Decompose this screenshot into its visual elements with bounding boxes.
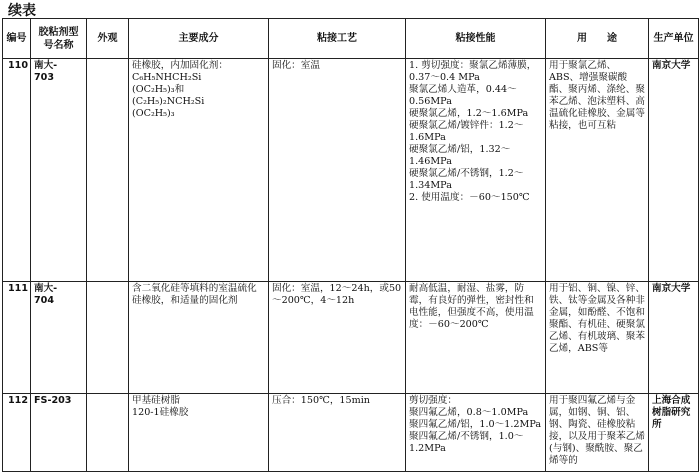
cell-name: 南大- 704 <box>31 281 87 393</box>
cell-appearance <box>87 393 129 471</box>
table-caption: 续表 <box>8 3 36 19</box>
header-name: 胶粘剂型号名称 <box>31 19 87 59</box>
cell-process: 固化：室温 <box>269 59 406 282</box>
cell-use: 用于铝、铜、镍、锌、铁、钛等金属及各种非金属，如酚醛、不饱和聚酯、有机硅、硬聚氯乙烯、有机玻璃、聚苯乙烯，ABS等 <box>546 281 649 393</box>
header-manufacturer: 生产单位 <box>649 19 699 59</box>
table-row <box>3 393 699 471</box>
table-row <box>3 59 699 282</box>
cell-performance: 耐高低温，耐湿、盐雾，防霉，有良好的弹性，密封性和电性能，但强度不高，使用温度：－60～200℃ <box>406 281 546 393</box>
header-use: 用 途 <box>546 19 649 59</box>
cell-performance: 剪切强度： 聚四氟乙烯，0.8～1.0MPa 聚四氟乙烯/铝，1.0～1.2MPa 聚四氟乙烯/不锈钢，1.0～1.2MPa <box>406 393 546 471</box>
header-appearance: 外观 <box>87 19 129 59</box>
header-no: 编号 <box>3 19 31 59</box>
adhesive-table <box>2 18 699 472</box>
header-row <box>3 19 699 59</box>
cell-name: FS-203 <box>31 393 87 471</box>
cell-composition: 硅橡胶，内加固化剂： C₆H₅NHCH₂Si (OC₂H₅)₃和 (C₂H₅)₂NCH₂Si (OC₂H₅)₃ <box>129 59 269 282</box>
cell-appearance <box>87 281 129 393</box>
cell-no: 112 <box>3 393 31 471</box>
header-composition: 主要成分 <box>129 19 269 59</box>
cell-name: 南大- 703 <box>31 59 87 282</box>
cell-manufacturer: 南京大学 <box>649 281 699 393</box>
cell-process: 固化：室温，12～24h，或50～200℃，4～12h <box>269 281 406 393</box>
table-row <box>3 281 699 393</box>
cell-no: 111 <box>3 281 31 393</box>
cell-use: 用于聚四氟乙烯与金属，如钢、铜、铝、钢、陶瓷、硅橡胶粘接，以及用于聚苯乙烯(与钢)、聚酰胺、聚乙烯等的 <box>546 393 649 471</box>
header-process: 粘接工艺 <box>269 19 406 59</box>
cell-appearance <box>87 59 129 282</box>
cell-use: 用于聚氯乙烯、ABS、增强聚碳酸酯、聚丙烯、涤纶、聚苯乙烯、泡沫塑料、高温硫化硅橡胶、金属等粘接，也可互粘 <box>546 59 649 282</box>
cell-performance: 1. 剪切强度：聚氯乙烯薄膜，0.37～0.4 MPa 聚氯乙烯人造革，0.44～0.56MPa 硬聚氯乙烯，1.2～1.6MPa 硬聚氯乙烯/镀锌件：1.2～1.6MPa 硬聚氯乙烯/铝，1.32～1.46MPa 硬聚氯乙烯/不锈钢，1.2～1.34MPa 2. 使用温度：－60～150℃ <box>406 59 546 282</box>
cell-composition: 甲基硅树脂 120-1硅橡胶 <box>129 393 269 471</box>
cell-manufacturer: 上海合成树脂研究所 <box>649 393 699 471</box>
cell-manufacturer: 南京大学 <box>649 59 699 282</box>
header-performance: 粘接性能 <box>406 19 546 59</box>
cell-process: 压合：150℃，15min <box>269 393 406 471</box>
cell-no: 110 <box>3 59 31 282</box>
cell-composition: 含二氧化硅等填料的室温硫化硅橡胶，和适量的固化剂 <box>129 281 269 393</box>
